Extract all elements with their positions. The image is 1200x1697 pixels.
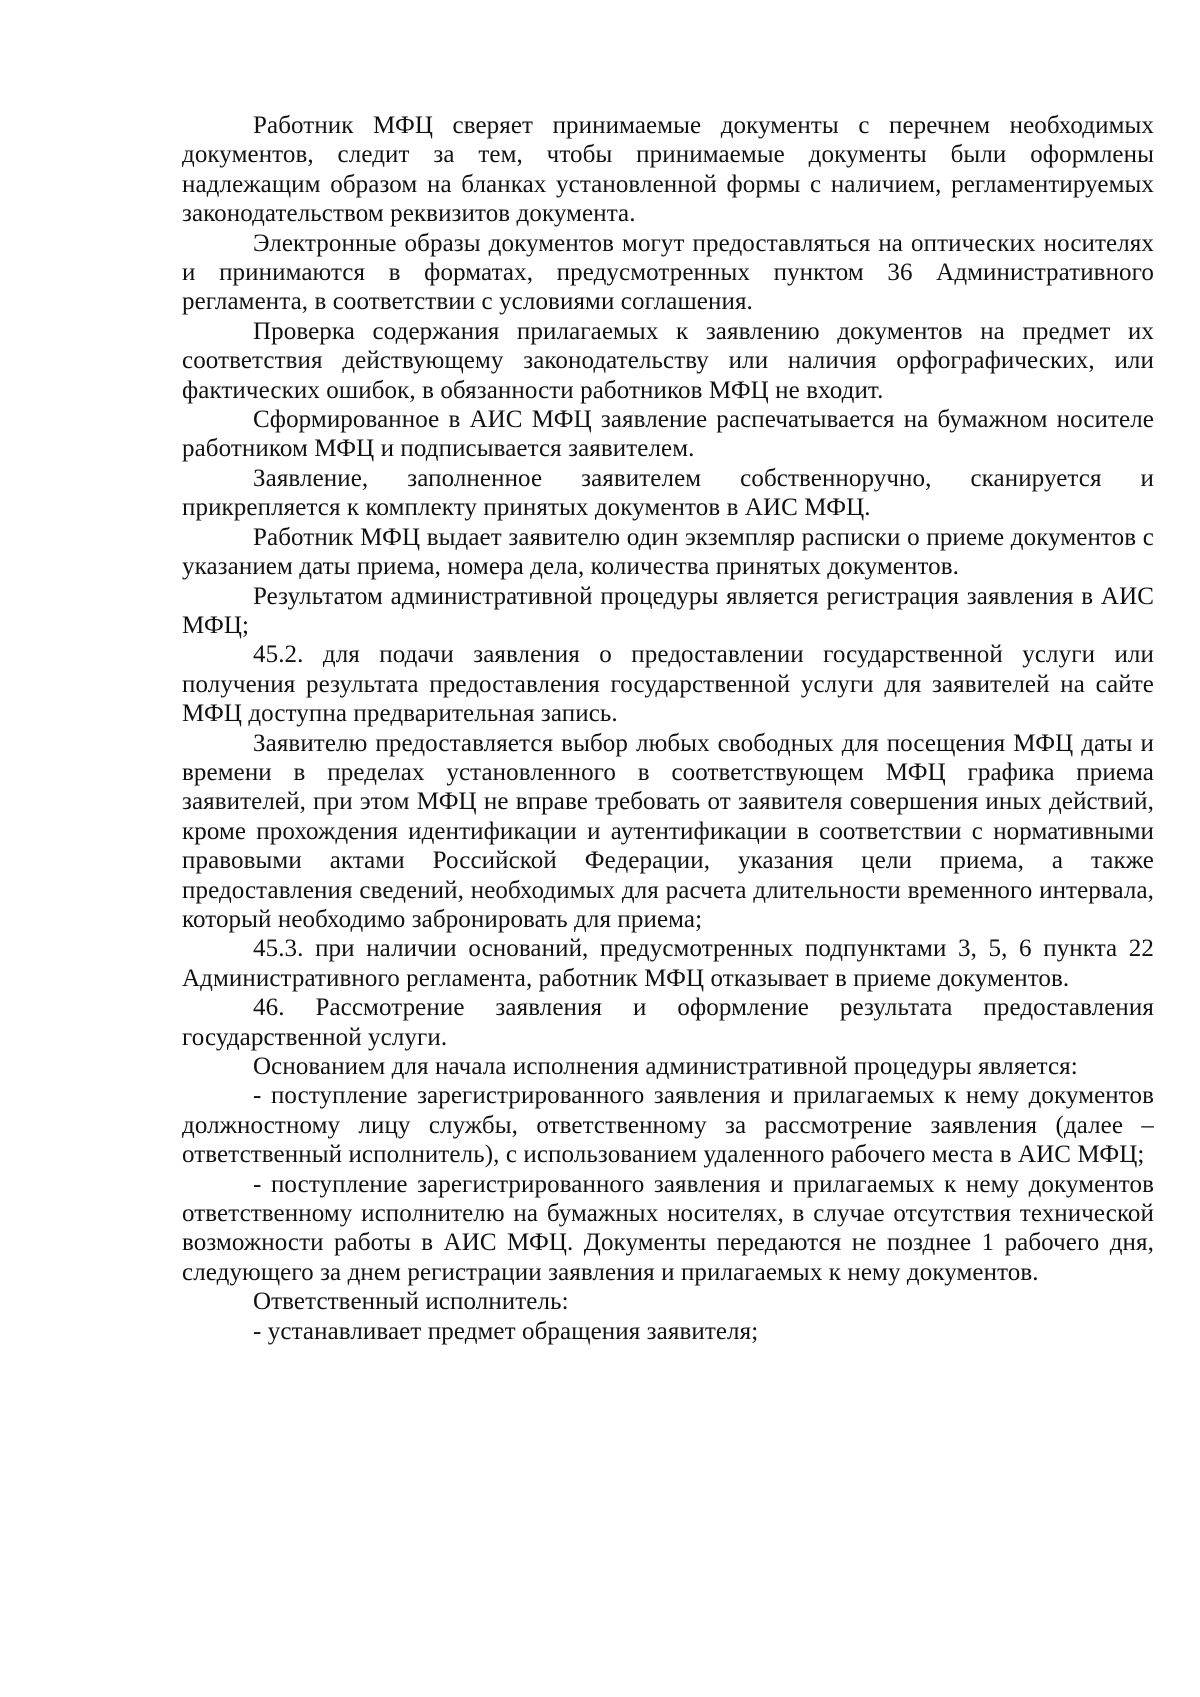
paragraph-content-verification: Проверка содержания прилагаемых к заявлению документов на предмет их соответствия действующему законодательству или наличия орфографических, или фактических ошибок, в обязанности работников МФЦ не входит. bbox=[182, 317, 1154, 404]
paragraph-responsible-executor: Ответственный исполнитель: bbox=[253, 1288, 569, 1316]
paragraph-receipt: Работник МФЦ выдает заявителю один экземпляр расписки о приеме документов с указанием даты приема, номера дела, количества принятых документов. bbox=[182, 523, 1154, 581]
paragraph-45-3: 45.3. при наличии оснований, предусмотренных подпунктами 3, 5, 6 пункта 22 Административного регламента, работник МФЦ отказывает в приеме документов. bbox=[182, 935, 1154, 992]
paragraph-handwritten-application: Заявление, заполненное заявителем собственноручно, сканируется и прикрепляется к комплекту принятых документов в АИС МФЦ. bbox=[182, 464, 1154, 522]
paragraph-electronic-images: Электронные образы документов могут предоставляться на оптических носителях и принимаются в форматах, предусмотренных пунктом 36 Административного регламента, в соответствии с условиями соглашения. bbox=[182, 229, 1154, 316]
list-item-subject-of-request: - устанавливает предмет обращения заявителя; bbox=[253, 1317, 759, 1345]
paragraph-document-check: Работник МФЦ сверяет принимаемые документы с перечнем необходимых документов, следит за тем, чтобы принимаемые документы были оформлены надлежащим образом на бланках установленной формы с наличием, регламентируемых законодательством реквизитов документа. bbox=[182, 112, 1154, 228]
paragraph-46: 46. Рассмотрение заявления и оформление результата предоставления государственной услуги. bbox=[182, 994, 1154, 1051]
paragraph-procedure-basis: Основанием для начала исполнения административной процедуры является: bbox=[253, 1053, 1078, 1080]
paragraph-appointment-choice: Заявителю предоставляется выбор любых свободных для посещения МФЦ даты и времени в пределах установленного в соответствующем МФЦ графика приема заявителей, при этом МФЦ не вправе требовать от заявителя совершения иных действий, кроме прохождения идентификации и аутентификации в соответствии с нормативными правовыми актами Российской Федерации, указания цели приема, а также предоставления сведений, необходимых для расчета длительности временного интервала, который необходимо забронировать для приема; bbox=[182, 729, 1154, 933]
paragraph-printed-application: Сформированное в АИС МФЦ заявление распечатывается на бумажном носителе работником МФЦ и подписывается заявителем. bbox=[182, 406, 1154, 463]
document-body bbox=[182, 111, 1154, 1346]
list-item-remote-workplace: - поступление зарегистрированного заявления и прилагаемых к нему документов должностному лицу службы, ответственному за рассмотрение заявления (далее – ответственный исполнитель), с использованием удаленного рабочего места в АИС МФЦ; bbox=[182, 1082, 1154, 1169]
list-item-paper-documents: - поступление зарегистрированного заявления и прилагаемых к нему документов ответственному исполнителю на бумажных носителях, в случае отсутствия технической возможности работы в АИС МФЦ. Документы передаются не позднее 1 рабочего дня, следующего за днем регистрации заявления и прилагаемых к нему документов. bbox=[182, 1170, 1154, 1286]
paragraph-procedure-result: Результатом административной процедуры является регистрация заявления в АИС МФЦ; bbox=[182, 582, 1154, 639]
paragraph-45-2: 45.2. для подачи заявления о предоставлении государственной услуги или получения результата предоставления государственной услуги для заявителей на сайте МФЦ доступна предварительная запись. bbox=[182, 641, 1154, 728]
